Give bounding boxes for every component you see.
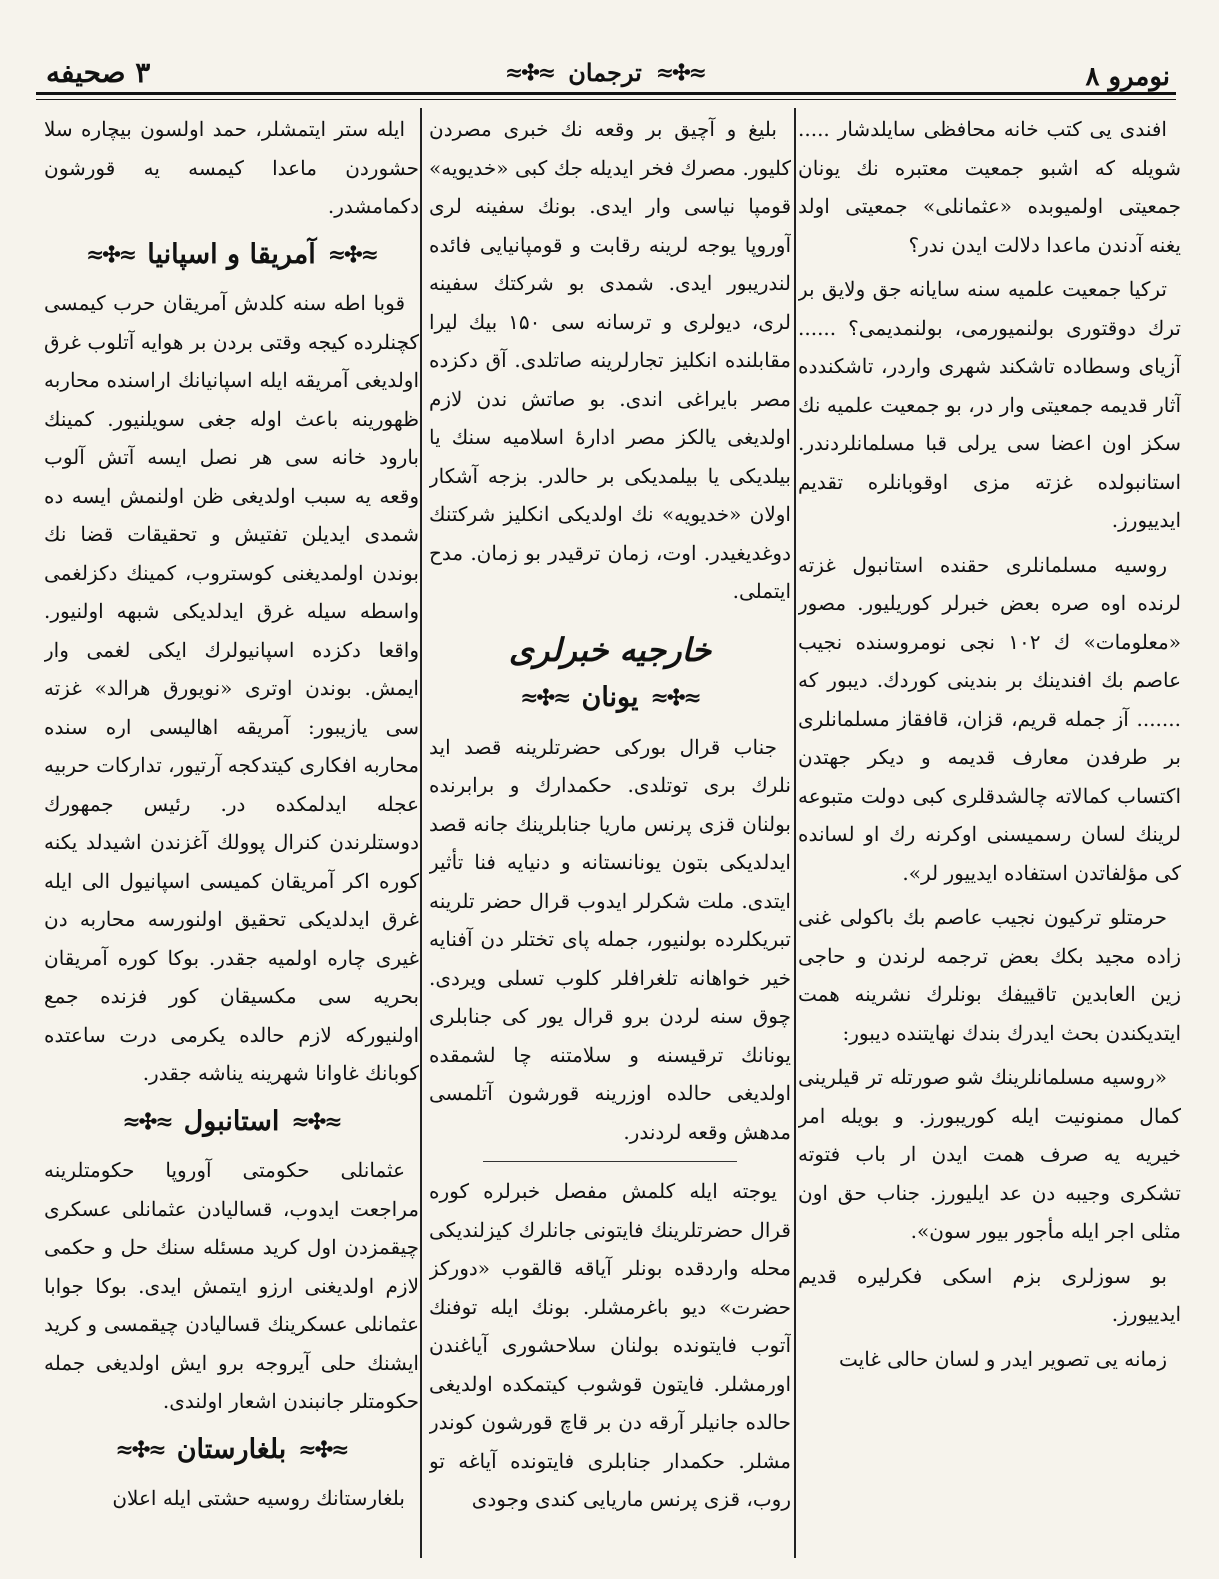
heading-text: استانبول (183, 1105, 280, 1137)
column-right (798, 110, 1181, 1550)
ornament-icon: ≈✣≈ (291, 1108, 341, 1135)
newspaper-title (505, 58, 705, 87)
ornament-icon: ≈✣≈ (655, 59, 706, 86)
paragraph: بلیغ و آچیق بر وقعه نك خبری مصردن کلیور. مصرك فخر ایدیله جك کبی «خدیویه» قومپا نیاسی وار ایدی. بونك سفینه لری آوروپا یوجه لرینه رقابت و قومپانیایی فائده لندریبور ایدی. شمدی بو شرکتك سفینه لری، دیولری و ترسانه سی ۱۵۰ بیك لیرا مقابلنده انکلیز تجارلرینه صاتلدی. آق دکزده مصر بایراغی اندی. بو صاتش ندن لازم اولدیغی یالکز مصر ادارهٔ اسلامیه سنك یا بیلدیکی یا بیلمدیکی بر حالدر. بزجه آشکار اولان «خدیویه» نك اولدیکی انکلیز شرکتنك دوغدیغیدر. اوت، زمان ترقیدر بو زمان. مدح ایتملی. (429, 117, 791, 603)
ornament-icon: ≈✣≈ (298, 1436, 348, 1463)
paragraph: ترکیا جمعیت علمیه سنه سایانه جق ولایق بر ترك دوقتوری بولنمیورمی، بولنمد‌یمی؟ ...... آزیای وسطاده تاشکند شهری واردر، تاشکندده آثار قدیمه جمعیتی وار در، بو جمعیت علمیه نك سکز اون اعضا سی یرلی قبا مسلمانلردندر. استانبولده غزته مزی اوقوبانلره تقدیم ایدییورز. (798, 277, 1181, 532)
paragraph: بو سوزلری بزم اسکی فکرلیره قدیم ایدییورز. (798, 1263, 1181, 1326)
paragraph: یوجته ایله کلمش مفصل خبرلره کوره قرال حضرتلرینك فایتونی جانلرك کیزلندیکی محله واردقده بونلر آیاقه قالقوب «دورکز حضرت» دیو باغرمشلر. بونك ایله توفنك آتوب فایتونده بولنان سلاحشوری آیاغندن اورمشلر. فایتون قوشوب کیتمکده اولدیغی حالده جانیلر آرقه دن بر قاچ قورشون کوندر مشلر. حکمدار جنابلری فایتونده آیاغه تو روب، قزی پرنس ماریایی کندی وجودی (429, 1179, 791, 1511)
ornament-icon: ≈✣≈ (504, 59, 555, 86)
paragraph: بلغارستانك روسیه حشتی ایله اعلان (112, 1486, 405, 1510)
ornament-icon: ≈✣≈ (327, 241, 378, 268)
heading-yunan (429, 679, 791, 718)
paragraph: ایله ستر ایتمشلر، حمد اولسون بیچاره سلا حشوردن ماعدا کیمسه یه قورشون دکمامشدر. (44, 117, 419, 218)
issue-number: نومرو ۸ (1085, 62, 1170, 92)
paragraph: «روسیه مسلمانلرینك شو صورتله تر قیلرینی کمال ممنونیت ایله کوریبورز. و بویله امر خیریه یه صرف همت ایدن ار باب فتوته تشکری وجیبه دن عد ایلیورز. جناب حق اون مثلی اجر ایله مأجور بیور سون». (798, 1065, 1181, 1243)
paragraph: قوبا اطه سنه کلدش آمریقان حرب کیمسی کچنلرده کیجه وقتی بردن بر هوایه آتلوب غرق اولدیغی آمریقه ایله اسپانیانك اراسنده محاربه ظهورینه باعث اوله جغی سویلنیور. کمینك بارود خانه سی هر نصل ایسه آتش آلوب وقعه یه سبب اولدیغی ظن اولنمش ایسه ده شمدی ایدیلن تفتیش و تحقیقات قضا نك بوندن اولمدیغنی کوستروب، کمینك دکزلغمی واسطه سیله غرق ایدلدیکی شبهه اولنیور. واقعا دکزده اسپانیولرك ایکی لغمی وار ایمش. بوندن اوتری «نویورق هرالد» غزته سی یازیبور: آمریقه اهالیسی اره سنده محاربه افکاری کیتدکجه آرتیور، تدارکات حربیه عجله ایدلمکده در. رئیس جمهورك دوستلرندن کنرال پوولك آغزندن اشیدلد یکنه کوره اکر آمریقان کمیسی اسپانیول الی ایله غرق ایدلدیکی تحقیق اولنورسه محاربه دن غیری چاره اولمیه جقدر. بوکا کوره آمریقان بحریه سی مکسیقان کور فزنده جمع اولنیورکه لازم حالده یکرمی درت ساعتده کوبانك غاوانا شهرینه یناشه جقدر. (44, 291, 419, 1085)
heading-text: آمریقا و اسپانیا (147, 238, 316, 270)
ornament-icon: ≈✣≈ (85, 241, 136, 268)
column-divider (794, 108, 796, 1558)
masthead (30, 52, 1180, 94)
paragraph: جناب قرال بورکی حضرتلرینه قصد اید نلرك بری توتلدی. حکمدارك و برابرنده بولنان قزی پرنس ماریا جنابلرینك جانه قصد ایدلدیکی بتون یونانستانه و دنیایه فنا تأثیر ایتدی. ملت شکرلر ایدوب قرال حضر تلرینه تبریکلرده بولنیور، جمله پای تختلر دن آفنایه خیر خواهانه تلغرافلر کلوب تسلی ویردی. چوق سنه لردن برو قرال یور کی جنابلری یونانك ترقیسنه و سلامتنه چا لشمقده اولدیغی حالده اوزرینه قورشون آتلمسی مدهش وقعه لردندر. (429, 734, 791, 1144)
header-rule-thin (36, 99, 1176, 100)
ornament-icon: ≈✣≈ (650, 685, 700, 711)
paragraph: زمانه یی تصویر ایدر و لسان حالی غایت (839, 1346, 1167, 1371)
divider (483, 1161, 736, 1162)
column-left (44, 110, 419, 1550)
heading-bulgaristan (44, 1431, 419, 1470)
ornament-icon: ≈✣≈ (122, 1108, 172, 1135)
heading-istanbul (44, 1103, 419, 1142)
paragraph: افندی یی کتب خانه محافظی سایلدشار ..... شویله که اشبو جمعیت معتبره نك یونان جمعیتی اولمیوبده «عثمانلی» جمعیتی اولد یغنه آدندن ماعدا دلالت ایدن ندر؟ (798, 117, 1181, 257)
heading-amerika (44, 236, 419, 275)
ornament-icon: ≈✣≈ (115, 1436, 165, 1463)
column-middle (429, 110, 791, 1550)
column-divider (420, 108, 422, 1558)
paragraph: حرمتلو ترکیون نجیب عاصم بك باکولی غنی زاده مجید بکك بعض ترجمه لرندن و حاجی زین العابدین تاقییفك بونلرك نشرینه همت ایتدیکندن بحث ایدرك بندك نهایتنده دیبور: (798, 905, 1181, 1045)
ornament-icon: ≈✣≈ (520, 685, 570, 711)
page-number: ۳ صحيفه (46, 56, 151, 89)
heading-text: یونان (581, 682, 639, 713)
header-rule (36, 92, 1176, 95)
paragraph: روسیه مسلمانلری حقنده استانبول غزته لرنده اوه صره بعض خبرلر کوریلیور. مصور «معلومات» ك ۱۰۲ نجی نومروسنده نجیب عاصم بك افندینك بر بندینی کوردك. دیبور که ....... آز جمله قریم، قزان، قافقاز مسلمانلری بر طرفدن معارف قدیمه و دیکر جهتدن اکتساب کمالاته چالشدقلری کبی دولت متبوعه لرینك لسان رسمیسنی اوکرنه رك او لسانده کی مؤلفاتدن استفاده ایدییور لر». (798, 552, 1181, 885)
title-text: ترجمان (568, 58, 642, 87)
paragraph: عثمانلی حکومتی آوروپا حکومتلرینه مراجعت ایدوب، قسالیادن عثمانلی عسکری چیقمزدن اول کرید مسئله سنك حل و حکمی لازم اولدیغنی ارزو ایتمش ایدی. بوکا جوابا عثمانلی عسکرینك قسالیادن چیقمسی و کرید ایشنك حلی آیروجه برو ایش اولدیغی جمله حکومتلر جانبندن اشعار اولندی. (44, 1158, 419, 1413)
heading-text: بلغارستان (176, 1433, 287, 1465)
section-title: خارجیه خبرلری (508, 630, 712, 669)
